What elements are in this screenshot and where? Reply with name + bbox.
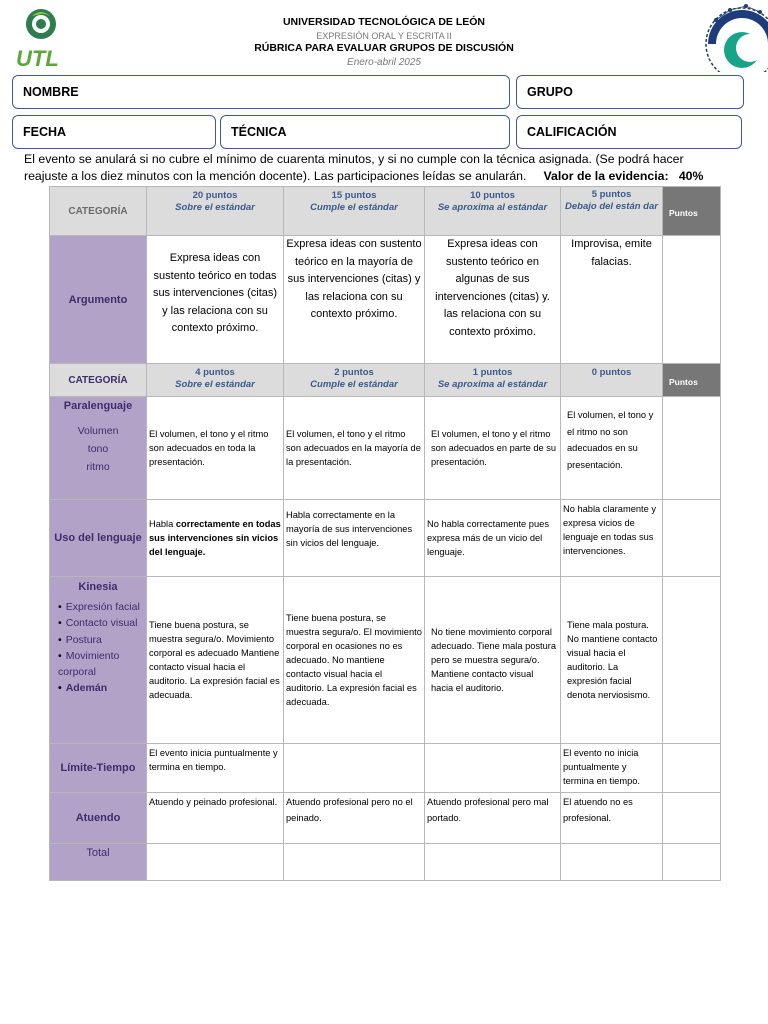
atuendo-cell: Atuendo profesional pero no el peinado. xyxy=(284,793,425,844)
row-total xyxy=(50,844,721,881)
university-name: UNIVERSIDAD TECNOLÓGICA DE LEÓN xyxy=(282,16,486,28)
points-cell[interactable] xyxy=(663,397,721,500)
fecha-field[interactable] xyxy=(12,115,216,149)
document-title: RÚBRICA PARA EVALUAR GRUPOS DE DISCUSIÓN xyxy=(254,42,514,54)
points-cell[interactable] xyxy=(663,577,721,744)
kinesia-cell: Tiene buena postura, se muestra segura/o. Movimiento corporal es adecuado Mantiene contacto visual hacia el auditorio. La expresión facial es adecuada. xyxy=(147,577,284,744)
total-cell xyxy=(147,844,284,881)
category-kinesia xyxy=(50,577,147,744)
row-tiempo xyxy=(50,744,721,793)
atuendo-cell: Atuendo profesional pero mal portado. xyxy=(425,793,561,844)
course-name: EXPRESIÓN ORAL Y ESCRITA II xyxy=(316,31,452,41)
fecha-label: FECHA xyxy=(23,125,67,139)
header-row-1 xyxy=(50,187,721,236)
total-cell xyxy=(284,844,425,881)
argumento-cell: Expresa ideas con sustento teórico en algunas de sus intervenciones (citas) y. las relaciona con su contexto próximo. xyxy=(425,236,561,364)
tiempo-cell: El evento no inicia puntualmente y termina en tiempo. xyxy=(561,744,663,793)
paralenguaje-label: Paralenguaje xyxy=(63,400,133,412)
bullet-expresion: • Expresión facial xyxy=(58,599,144,615)
row-kinesia xyxy=(50,577,721,744)
total-points-cell[interactable] xyxy=(663,844,721,881)
row-paralenguaje xyxy=(50,397,721,500)
level-header: 10 puntos Se aproxima al estándar xyxy=(425,187,561,236)
points-cell[interactable] xyxy=(663,744,721,793)
level-header: 5 puntos Debajo del están dar xyxy=(561,187,663,236)
rubric-table xyxy=(49,186,721,881)
calificacion-label: CALIFICACIÓN xyxy=(527,125,617,139)
nombre-field[interactable] xyxy=(12,75,510,109)
atuendo-cell: El atuendo no es profesional. xyxy=(561,793,663,844)
kinesia-label: Kinesia xyxy=(78,581,118,593)
logo-text: UTL xyxy=(16,46,59,70)
total-label: Total xyxy=(50,844,147,881)
category-header: CATEGORÍA xyxy=(50,364,147,397)
level-header: 1 puntos Se aproxima al estándar xyxy=(425,364,561,397)
level-header: 15 puntos Cumple el estándar xyxy=(284,187,425,236)
category-tiempo: Límite-Tiempo xyxy=(50,744,147,793)
lenguaje-cell: Habla correctamente en la mayoría de sus intervenciones sin vicios del lenguaje. xyxy=(284,500,425,577)
evidence-value-label: Valor de la evidencia: xyxy=(543,168,669,183)
kinesia-cell: Tiene mala postura. No mantiene contacto visual hacia el auditorio. La expresión facial denota nerviosismo. xyxy=(561,577,663,744)
kinesia-cell: Tiene buena postura, se muestra segura/o. El movimiento corporal en ocasiones no es adecuado. No mantiene contacto visual hacia el auditorio. La expresión facial es adecuada. xyxy=(284,577,425,744)
evaluation-notice xyxy=(24,151,724,184)
points-cell[interactable] xyxy=(663,793,721,844)
row-lenguaje xyxy=(50,500,721,577)
total-cell xyxy=(425,844,561,881)
points-header: Puntos xyxy=(663,364,721,397)
tiempo-cell xyxy=(284,744,425,793)
points-header: Puntos xyxy=(663,187,721,236)
sub-ritmo: ritmo xyxy=(86,461,110,473)
category-argumento: Argumento xyxy=(50,236,147,364)
header-row-2 xyxy=(50,364,721,397)
grupo-label: GRUPO xyxy=(527,85,573,99)
paralenguaje-cell: El volumen, el tono y el ritmo son adecuados en parte de su presentación. xyxy=(425,397,561,500)
nombre-label: NOMBRE xyxy=(23,85,79,99)
argumento-cell: Expresa ideas con sustento teórico en la mayoría de sus intervenciones (citas) y las relaciona con su contexto próximo. xyxy=(284,236,425,364)
tecnica-field[interactable] xyxy=(220,115,510,149)
evidence-value: 40% xyxy=(678,168,704,183)
argumento-cell: Improvisa, emite falacias. xyxy=(561,236,663,364)
row-argumento xyxy=(50,236,721,364)
category-atuendo: Atuendo xyxy=(50,793,147,844)
notice-text: El evento se anulará si no cubre el mínimo de cuarenta minutos, y si no cumple con la técnica asignada. (Se podrá hacer reajuste a los diez minutos con la mención docente). Las participaciones leídas se anularán. xyxy=(24,152,684,183)
argumento-cell: Expresa ideas con sustento teórico en todas sus intervenciones (citas) y las relaciona con su contexto próximo. xyxy=(147,236,284,364)
bullet-contacto: • Contacto visual xyxy=(58,615,144,631)
paralenguaje-cell: El volumen, el tono y el ritmo son adecuados en toda la presentación. xyxy=(147,397,284,500)
level-header: 4 puntos Sobre el estándar xyxy=(147,364,284,397)
level-header: 20 puntos Sobre el estándar xyxy=(147,187,284,236)
atuendo-cell: Atuendo y peinado profesional. xyxy=(147,793,284,844)
bullet-ademan: • Ademán xyxy=(58,680,144,696)
period: Enero-abril 2025 xyxy=(347,57,421,68)
category-paralenguaje xyxy=(50,397,147,500)
tiempo-cell: El evento inicia puntualmente y termina en tiempo. xyxy=(147,744,284,793)
lenguaje-cell: No habla correctamente pues expresa más de un vicio del lenguaje. xyxy=(425,500,561,577)
sub-volumen: Volumen xyxy=(77,425,119,437)
lenguaje-cell: Habla correctamente en todas sus intervenciones sin vicios del lenguaje. xyxy=(147,500,284,577)
row-atuendo xyxy=(50,793,721,844)
level-header: 0 puntos xyxy=(561,364,663,397)
points-cell[interactable] xyxy=(663,236,721,364)
kinesia-cell: No tiene movimiento corporal adecuado. Tiene mala postura pero se muestra segura/o. Mantiene contacto visual hacia el auditorio. xyxy=(425,577,561,744)
total-cell xyxy=(561,844,663,881)
grupo-field[interactable] xyxy=(516,75,744,109)
sub-tono: tono xyxy=(87,443,109,455)
lenguaje-cell: No habla claramente y expresa vicios de lenguaje en todas sus intervenciones. xyxy=(561,500,663,577)
level-header: 2 puntos Cumple el estándar xyxy=(284,364,425,397)
category-header: CATEGORÍA xyxy=(50,187,147,236)
points-cell[interactable] xyxy=(663,500,721,577)
paralenguaje-cell: El volumen, el tono y el ritmo no son adecuados en su presentación. xyxy=(561,397,663,500)
tiempo-cell xyxy=(425,744,561,793)
paralenguaje-cell: El volumen, el tono y el ritmo son adecuados en la mayoría de la presentación. xyxy=(284,397,425,500)
calificacion-field[interactable] xyxy=(516,115,742,149)
category-lenguaje: Uso del lenguaje xyxy=(50,500,147,577)
bullet-movimiento: • Movimiento corporal xyxy=(58,648,144,681)
bullet-postura: • Postura xyxy=(58,632,144,648)
tecnica-label: TÉCNICA xyxy=(231,125,287,139)
